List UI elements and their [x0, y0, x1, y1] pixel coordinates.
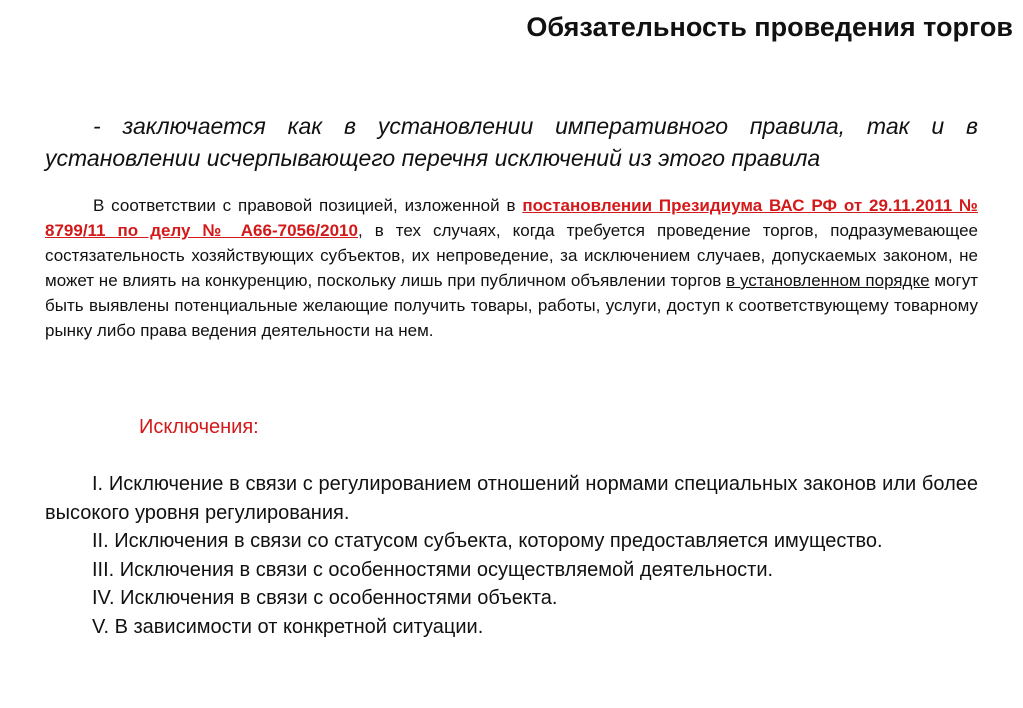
exception-item-1: I. Исключение в связи с регулированием отношений нормами специальных законов или более высокого уровня регулирования.	[45, 473, 978, 524]
exception-item-2: II. Исключения в связи со статусом субъекта, которому предоставляется имущество.	[92, 530, 883, 552]
exception-item-5: V. В зависимости от конкретной ситуации.	[92, 615, 484, 638]
page-title: Обязательность проведения торгов	[526, 12, 1013, 42]
legal-end-text: могут быть выявлены потенциальные желающие получить товары, работы, услуги, доступ к соответствующему товарному рынку либо права ведения деятельности на нем.	[45, 271, 978, 340]
exception-item-3: III. Исключения в связи с особенностями осуществляемой деятельности.	[92, 558, 774, 581]
exception-item-4: IV. Исключения в связи с особенностями объекта.	[92, 587, 558, 609]
ruling-link[interactable]: постановлении Президиума ВАС РФ от 29.11.2011 № 8799/11 по делу № А66-7056/2010	[45, 196, 978, 240]
procedure-underlined-text: в установленном порядке	[726, 271, 930, 290]
legal-middle-text: , в тех случаях, когда требуется проведение торгов, подразумевающее состязательность хозяйствующих субъектов, их непроведение, за исключением случаев, допускаемых законом, не может не влиять на конкуренцию, поскольку лишь при публичном объявлении торгов	[45, 221, 979, 290]
lead-statement: - заключается как в установлении императивного правила, так и в установлении исчерпывающего перечня исключений из этого правила	[45, 113, 978, 171]
legal-position-paragraph	[45, 193, 978, 343]
legal-intro-text: В соответствии с правовой позицией, изложенной в	[93, 196, 523, 215]
exceptions-list	[45, 470, 978, 641]
exceptions-heading: Исключения:	[139, 416, 259, 438]
